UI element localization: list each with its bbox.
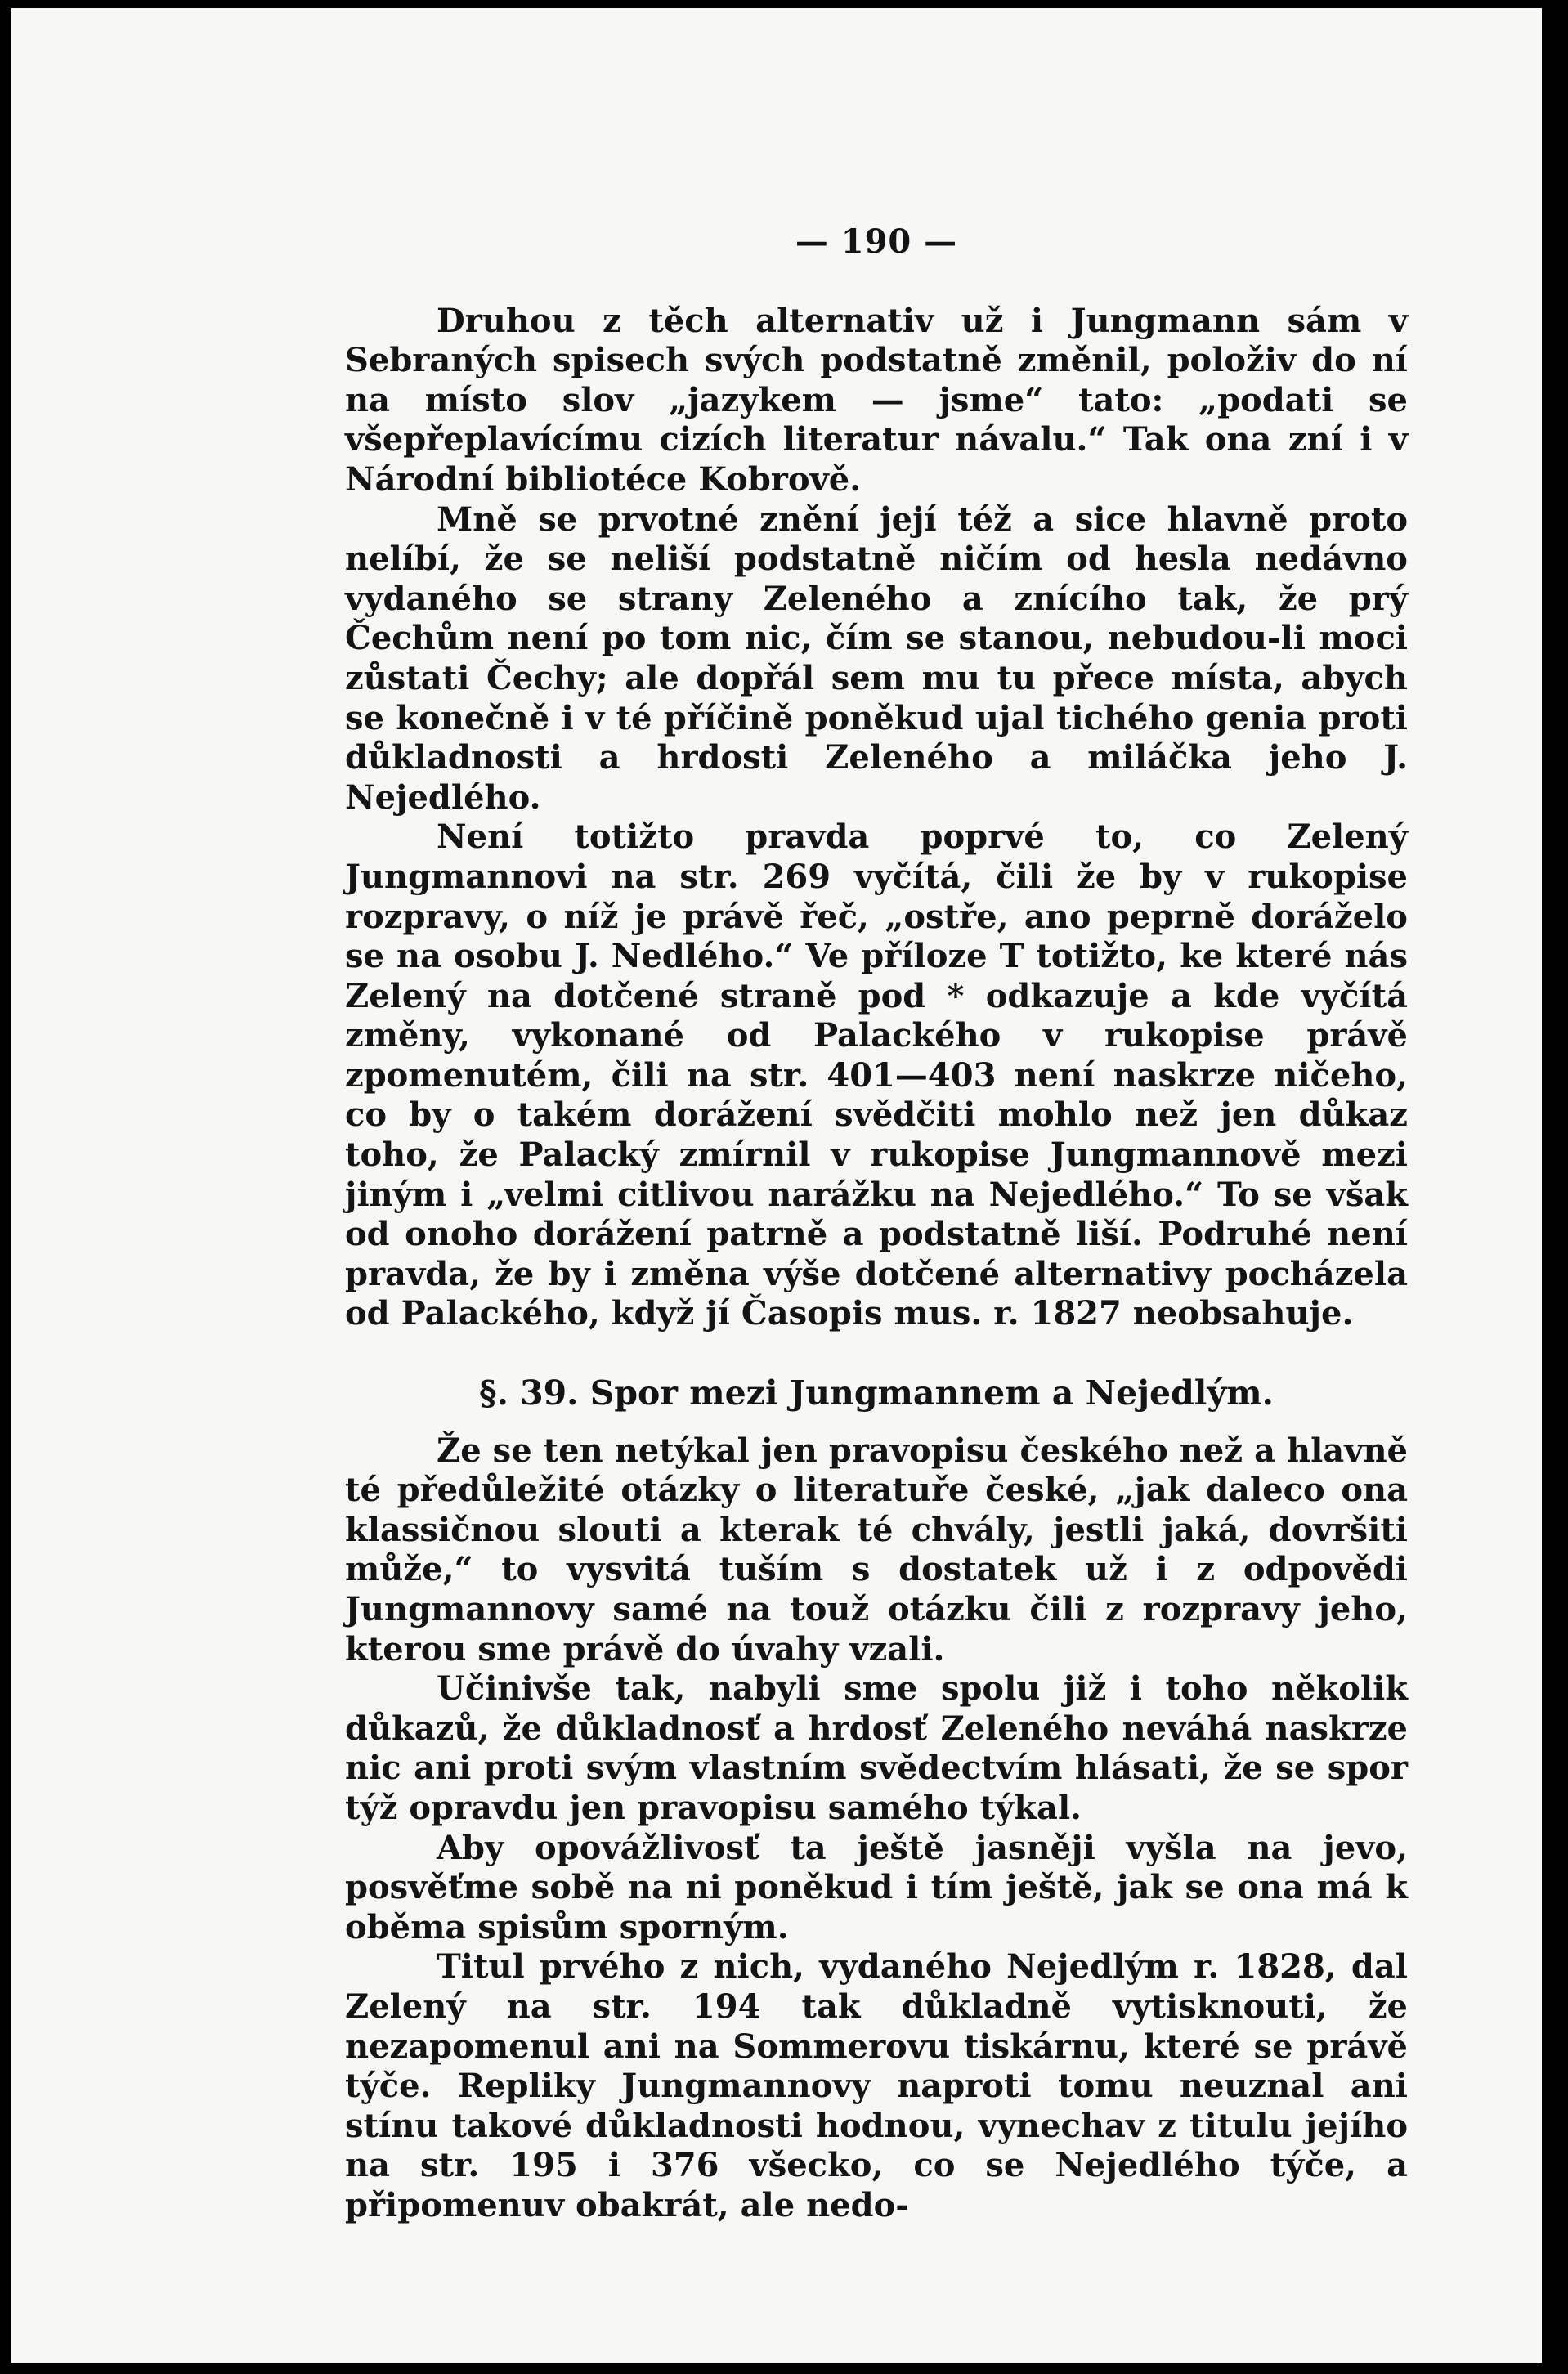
paragraph: Učinivše tak, nabyli sme spolu již i toho několik důkazů, že důkladnosť a hrdosť Zeleného neváhá naskrze nic ani proti svým vlastním svědectvím hlásati, že se spor týž opravdu jen pravopisu samého týkal. — [345, 1669, 1408, 1827]
paragraph: Aby opovážlivosť ta ještě jasněji vyšla na jevo, posvěťme sobě na ni poněkud i tím ještě, jak se ona má k oběma spisům sporným. — [345, 1828, 1408, 1946]
page-content — [345, 222, 1408, 2226]
paragraph: Mně se prvotné znění její též a sice hlavně proto nelíbí, že se neliší podstatně ničím od hesla nedávno vydaného se strany Zeleného a znícího tak, že prý Čechům není po tom nic, čím se stanou, nebudou-li moci zůstati Čechy; ale dopřál sem mu tu přece místa, abych se konečně i v té příčině poněkud ujal tichého genia proti důkladnosti a hrdosti Zeleného a miláčka jeho J. Nejedlého. — [345, 499, 1408, 817]
paragraph: Není totižto pravda poprvé to, co Zelený Jungmannovi na str. 269 vyčítá, čili že by v rukopise rozpravy, o níž je právě řeč, „ostře, ano peprně doráželo se na osobu J. Nedlého.“ Ve příloze T totižto, ke které nás Zelený na dotčené straně pod * odkazuje a kde vyčítá změny, vykonané od Palackého v rukopise právě zpomenutém, čili na str. 401—403 není naskrze ničeho, co by o takém dorážení svědčiti mohlo než jen důkaz toho, že Palacký zmírnil v rukopise Jungmannově mezi jiným i „velmi citlivou narážku na Nejedlého.“ To se však od onoho dorážení patrně a podstatně liší. Podruhé není pravda, že by i změna výše dotčené alternativy pocházela od Palackého, když jí Časopis mus. r. 1827 neobsahuje. — [345, 817, 1408, 1333]
paragraph: Titul prvého z nich, vydaného Nejedlým r. 1828, dal Zelený na str. 194 tak důkladně vytisknouti, že nezapomenul ani na Sommerovu tiskárnu, které se právě týče. Repliky Jungmannovy naproti tomu neuznal ani stínu takové důkladnosti hodnou, vynechav z titulu jejího na str. 195 i 376 všecko, co se Nejedlého týče, a připomenuv obakrát, ale nedo- — [345, 1947, 1408, 2224]
book-page — [11, 8, 1542, 2363]
paragraph: Že se ten netýkal jen pravopisu českého než a hlavně té předůležité otázky o literatuře české, „jak daleco ona klassičnou slouti a kterak té chvály, jestli jaká, dovršiti může,“ to vysvitá tuším s dostatek už i z odpovědi Jungmannovy samé na touž otázku čili z rozpravy jeho, kterou sme právě do úvahy vzali. — [345, 1431, 1408, 1669]
section-heading: §. 39. Spor mezi Jungmannem a Nejedlým. — [479, 1373, 1274, 1413]
paragraph: Druhou z těch alternativ už i Jungmann sám v Sebraných spisech svých podstatně změnil, položiv do ní na místo slov „jazykem — jsme“ tato: „podati se všepřeplavícímu cizích literatur návalu.“ Tak ona zní i v Národní bibliotéce Kobrově. — [345, 301, 1408, 499]
page-number: — 190 — — [795, 222, 958, 261]
